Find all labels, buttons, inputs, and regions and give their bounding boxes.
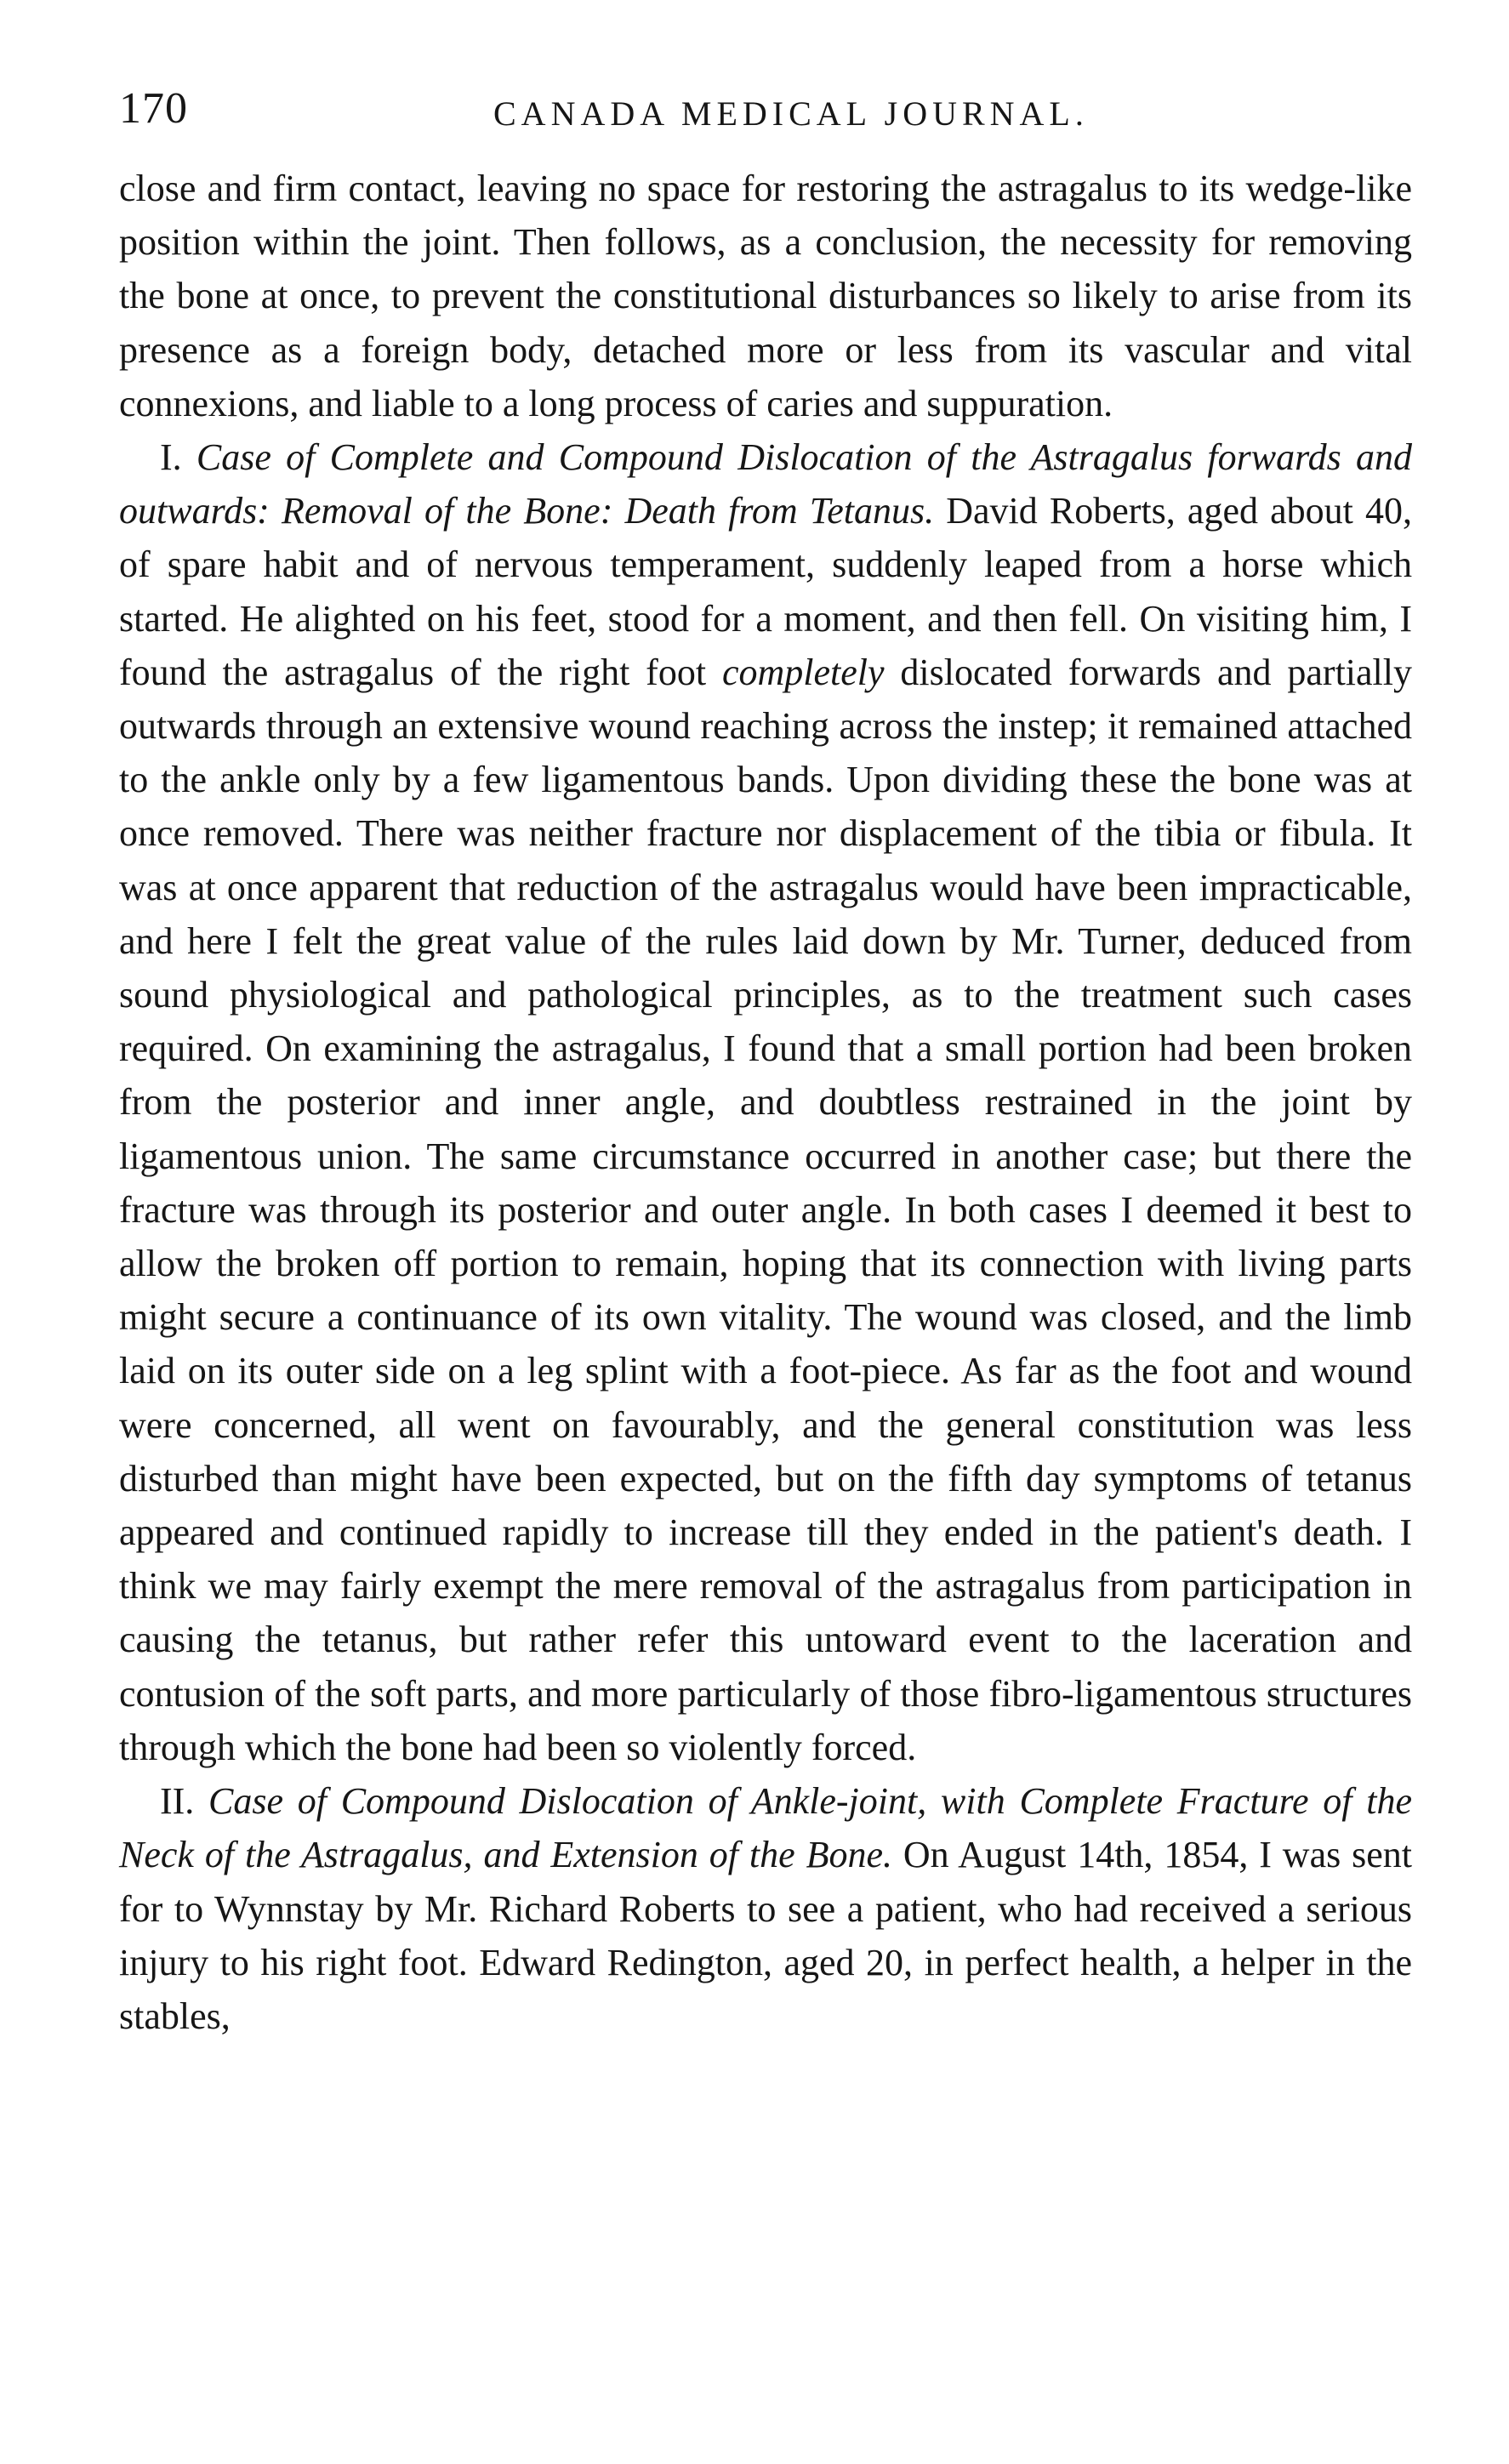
case-text-part-1: David Roberts, aged about 40, of spare habit and of nervous temperament, suddenly leaped from a horse which started. He alighted on his feet, stood for a moment, and then fell. On visiting him, I found the astragalus of the right foot bbox=[119, 490, 1413, 693]
paragraph-text: close and firm contact, leaving no space for restoring the astragalus to its wedge-like position within the joint. Then follows, as a conclusion, the necessity for removing the bone at once, to prevent the constitutional disturbances so likely to arise from its presence as a foreign body, detached more or less from its vascular and vital connexions, and liable to a long process of caries and suppuration. bbox=[119, 168, 1412, 424]
case-numeral: I. bbox=[160, 436, 182, 479]
case-text: On August 14th, 1854, I was sent for to Wynnstay by Mr. Richard Roberts to see a patient, who had received a serious injury to his right foot. Edward Redington, aged 20, in perfect health, a helper in the stables, bbox=[119, 1834, 1413, 2037]
page-number: 170 bbox=[119, 84, 188, 133]
paragraph-case-2 bbox=[119, 1774, 1412, 2043]
case-title: Case of Complete and Compound Dislocation of the Astragalus forwards and outwards: Removal of the Bone: Death from Tetanus. bbox=[119, 436, 1412, 532]
page-header bbox=[119, 75, 1412, 151]
case-text-emphasis: completely bbox=[721, 651, 885, 693]
case-title: Case of Compound Dislocation of Ankle-joint, with Complete Fracture of the Neck of the Astragalus, and Extension of the Bone. bbox=[119, 1780, 1412, 1876]
case-text-part-2: dislocated forwards and partially outwards through an extensive wound reaching across the instep; it remained attached to the ankle only by a few ligamentous bands. Upon dividing these the bone was at once removed. There was neither fracture nor displacement of the tibia or fibula. It was at once apparent that reduction of the astragalus would have been impracticable, and here I felt the great value of the rules laid down by Mr. Turner, deduced from sound physiological and pathological principles, as to the treatment such cases required. On examining the astragalus, I found that a small portion had been broken from the posterior and inner angle, and doubtless restrained in the joint by ligamentous union. The same circumstance occurred in another case; but there the fracture was through its posterior and outer angle. In both cases I deemed it best to allow the broken off portion to remain, hoping that its connection with living parts might secure a continuance of its own vitality. The wound was closed, and the limb laid on its outer side on a leg splint with a foot-piece. As far as the foot and wound were concerned, all went on favourably, and the general constitution was less disturbed than might have been expected, but on the fifth day symptoms of tetanus appeared and continued rapidly to increase till they ended in the patient's death. I think we may fairly exempt the mere removal of the astragalus from participation in causing the tetanus, but rather refer this untoward event to the laceration and contusion of the soft parts, and more particularly of those fibro-ligamentous structures through which the bone had been so violently forced. bbox=[119, 651, 1412, 1768]
paragraph-intro bbox=[119, 162, 1412, 430]
body-text bbox=[119, 162, 1412, 2043]
running-head: CANADA MEDICAL JOURNAL. bbox=[493, 94, 1089, 133]
case-numeral: II. bbox=[160, 1780, 195, 1823]
paragraph-case-1 bbox=[119, 430, 1412, 1774]
